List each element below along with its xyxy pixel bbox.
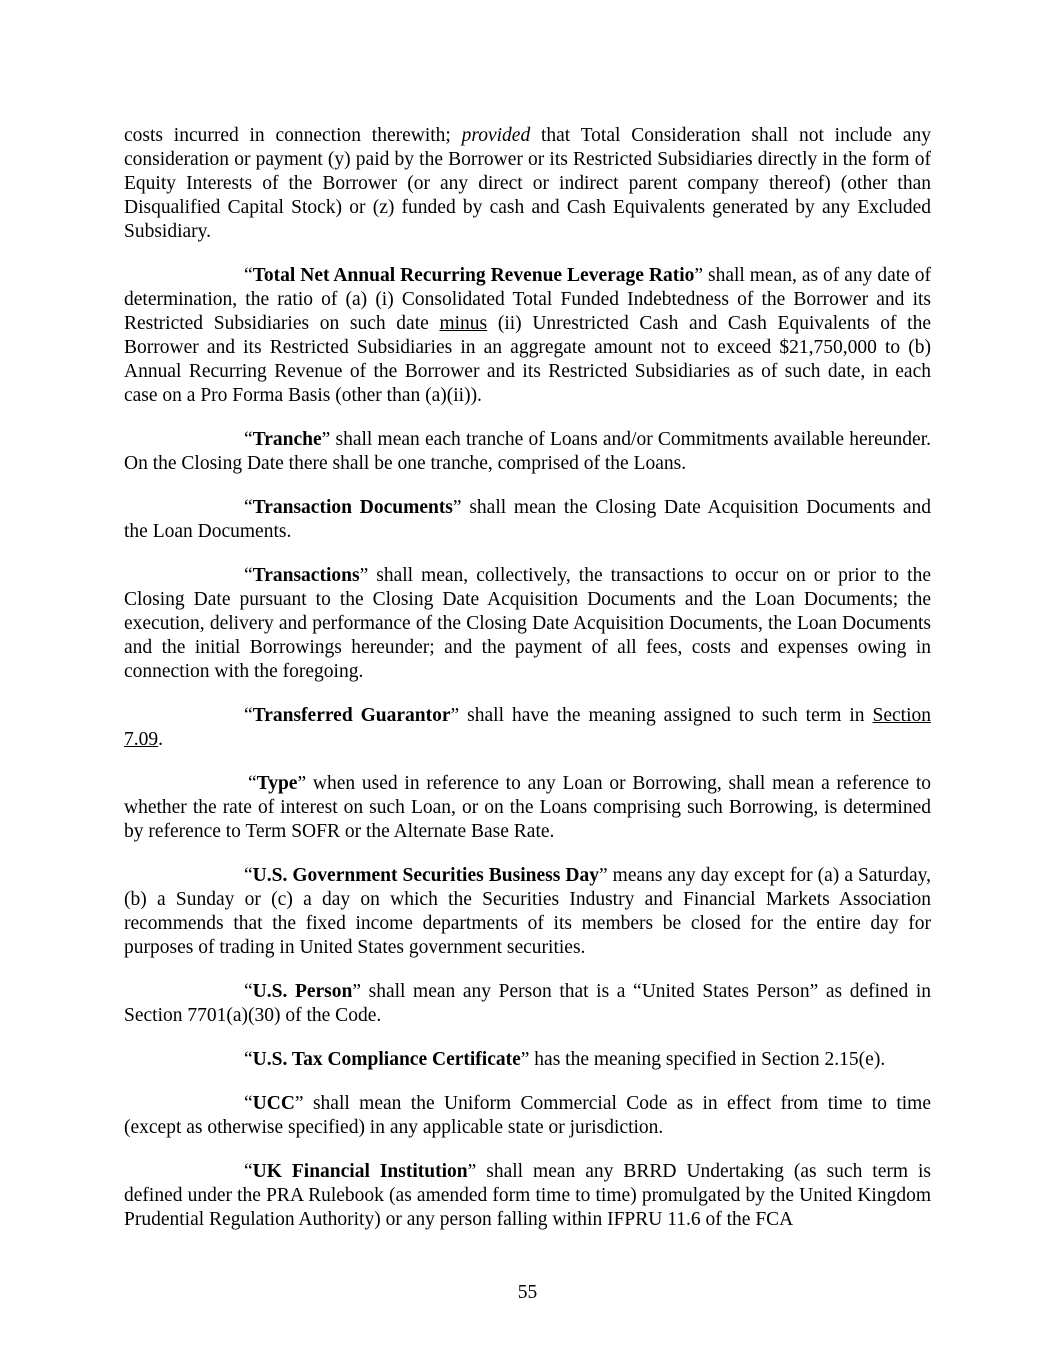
defined-term: Transactions [252,565,360,586]
definition-text: shall have the meaning assigned to such term in [459,705,873,726]
continuation-text-end: that Total Consideration shall not include any consideration or payment (y) paid by the Borrower or its Restricted Subsidiaries directly in the form of Equity Interests of the Borrower (or any direct or indirect parent company thereof) (other than Disqualified Capital Stock) or (z) funded by cash and Cash Equivalents generated by any Excluded Subsidiary. [124,125,931,242]
close-quote: ” [294,1093,304,1114]
open-quote: “ [244,1049,253,1070]
defined-term: Tranche [252,429,322,450]
definition-total-net-arr-leverage-ratio [124,264,931,408]
definition-tranche [124,428,931,476]
defined-term: Total Net Annual Recurring Revenue Leverage Ratio [252,265,695,286]
open-quote: “ [248,773,257,794]
open-quote: “ [244,865,253,886]
defined-term: UK Financial Institution [252,1161,468,1182]
definition-us-tax-compliance-certificate [124,1048,931,1072]
definition-text: when used in reference to any Loan or Borrowing, shall mean a reference to whether the rate of interest on such Loan, or on the Loans comprising such Borrowing, is determined by reference to Term SOFR or the Alternate Base Rate. [124,773,931,842]
open-quote: “ [244,497,253,518]
defined-term: U.S. Tax Compliance Certificate [252,1049,521,1070]
definition-transferred-guarantor [124,704,931,752]
definition-text: shall mean each tranche of Loans and/or Commitments available hereunder. On the Closing Date there shall be one tranche, comprised of the Loans. [124,429,931,474]
defined-term: Transaction Documents [252,497,453,518]
definition-text: (ii) Unrestricted Cash and Cash Equivalents of the Borrower and its Restricted Subsidiaries in an aggregate amount not to exceed $21,750,000 to (b) Annual Recurring Revenue of the Borrower and its Restricted Subsidiaries as of such date, in each case on a Pro Forma Basis (other than (a)(ii)). [124,313,932,406]
defined-term: U.S. Government Securities Business Day [252,865,599,886]
close-quote: ” [598,865,608,886]
open-quote: “ [244,981,253,1002]
defined-term: U.S. Person [252,981,353,1002]
italic-provided: provided [461,125,531,146]
open-quote: “ [244,565,253,586]
defined-term: UCC [252,1093,295,1114]
close-quote: ” [467,1161,477,1182]
definition-transaction-documents [124,496,931,544]
definition-text: has the meaning specified in Section 2.15(e). [529,1049,886,1070]
definition-text: shall mean the Uniform Commercial Code as in effect from time to time (except as otherwise specified) in any applicable state or jurisdiction. [124,1093,931,1138]
continuation-paragraph [124,124,931,244]
close-quote: ” [297,773,307,794]
definition-text: shall mean any BRRD Undertaking (as such term is defined under the PRA Rulebook (as amended form time to time) promulgated by the United Kingdom Prudential Regulation Authority) or any person falling within IFPRU 11.6 of the FCA [124,1161,931,1230]
document-page [124,124,931,1252]
open-quote: “ [244,265,253,286]
continuation-text-start: costs incurred in connection therewith; [124,125,462,146]
underlined-minus: minus [439,313,488,334]
defined-term: Type [256,773,298,794]
open-quote: “ [244,1161,253,1182]
definition-text: shall mean, as of any date of determination, the ratio of (a) (i) Consolidated Total Funded Indebtedness of the Borrower and its Restricted Subsidiaries on such date [124,265,931,334]
close-quote: ” [450,705,460,726]
open-quote: “ [244,429,253,450]
defined-term: Transferred Guarantor [252,705,451,726]
page-number: 55 [517,1282,538,1303]
close-quote: ” [352,981,361,1002]
close-quote: ” [520,1049,530,1070]
definition-uk-financial-institution [124,1160,931,1232]
close-quote: ” [452,497,462,518]
close-quote: ” [321,429,331,450]
definition-type [124,772,931,844]
close-quote: ” [694,265,704,286]
definition-us-person [124,980,931,1028]
definition-us-government-securities-business-day [124,864,931,960]
definition-transactions [124,564,931,684]
definition-text: shall mean any Person that is a “United States Person” as defined in Section 7701(a)(30) of the Code. [124,981,931,1026]
close-quote: ” [359,565,369,586]
definition-text: means any day except for (a) a Saturday, (b) a Sunday or (c) a day on which the Securities Industry and Financial Markets Association recommends that the fixed income departments of its members be closed for the entire day for purposes of trading in United States government securities. [124,865,931,958]
open-quote: “ [244,1093,253,1114]
definition-text: shall mean, collectively, the transactions to occur on or prior to the Closing Date pursuant to the Closing Date Acquisition Documents and the Loan Documents; the execution, delivery and performance of the Closing Date Acquisition Documents, the Loan Documents and the initial Borrowings hereunder; and the payment of all fees, costs and expenses owing in connection with the foregoing. [124,565,931,682]
definition-text: shall mean the Closing Date Acquisition Documents and the Loan Documents. [124,497,932,542]
open-quote: “ [244,705,253,726]
definition-ucc [124,1092,931,1140]
section-reference-link: Section 7.09 [124,705,931,750]
definition-text: . [158,729,163,750]
